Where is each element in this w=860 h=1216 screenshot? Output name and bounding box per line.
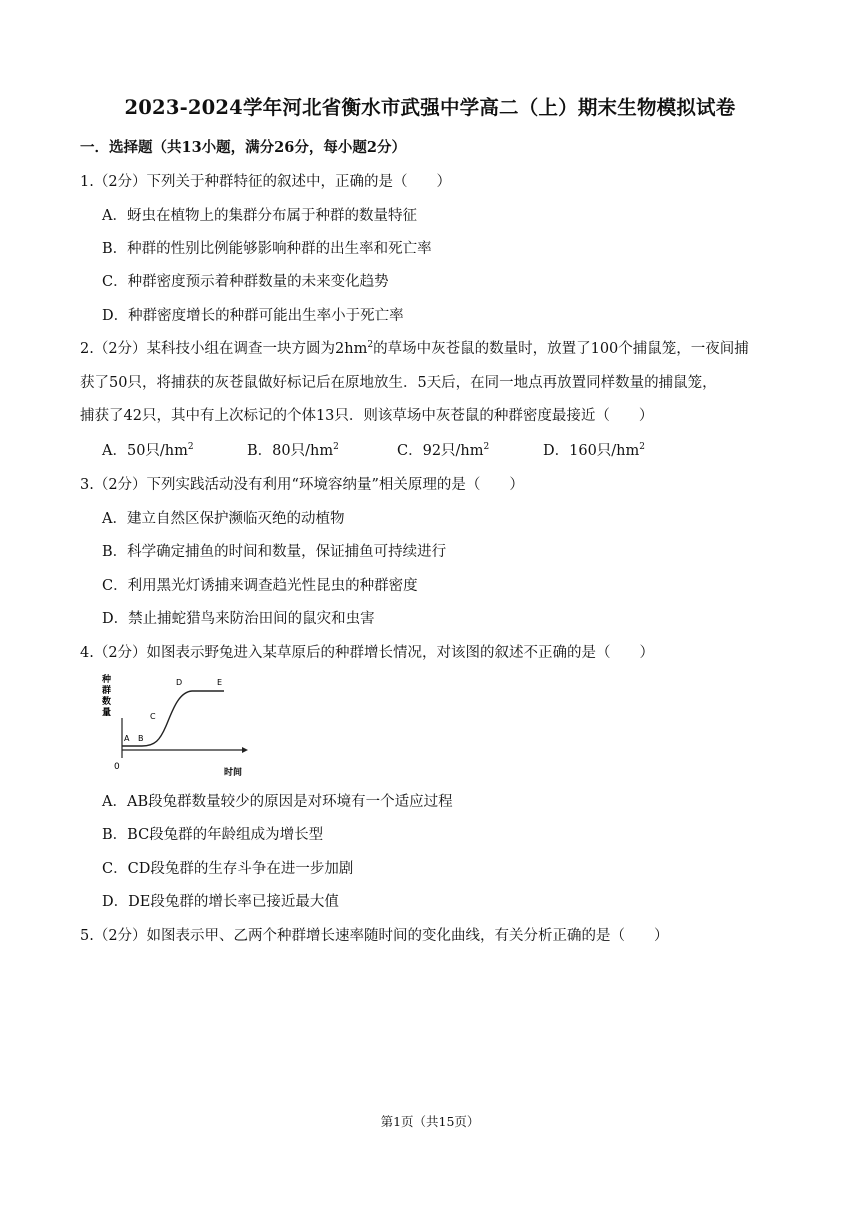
x-axis-label: 时间	[224, 768, 243, 778]
question-1-option-c: C．种群密度预示着种群数量的未来变化趋势	[102, 274, 389, 290]
question-3-option-a: A．建立自然区保护濒临灭绝的动植物	[102, 511, 345, 527]
x-axis-arrow	[242, 747, 248, 753]
point-label-c: C	[150, 712, 156, 721]
question-2-stem-part: 2.（2分）某科技小组在调查一块方圆为2hm	[80, 341, 368, 357]
question-1-stem: 1.（2分）下列关于种群特征的叙述中，正确的是（ ）	[80, 174, 452, 190]
question-2-stem-line-1	[80, 337, 749, 358]
origin-label: 0	[114, 762, 120, 772]
y-axis-label-char: 量	[102, 708, 112, 718]
point-label-d: D	[176, 678, 183, 687]
question-4-option-c: C．CD段兔群的生存斗争在进一步加剧	[102, 861, 354, 877]
question-4-stem: 4.（2分）如图表示野兔进入某草原后的种群增长情况，对该图的叙述不正确的是（ ）	[80, 645, 655, 661]
question-2-option-b: B．80只$/hm^2$	[247, 442, 339, 459]
section-heading: 一．选择题（共13小题，满分26分，每小题2分）	[80, 139, 406, 156]
question-1-option-b: B．种群的性别比例能够影响种群的出生率和死亡率	[102, 241, 432, 257]
question-3-stem: 3.（2分）下列实践活动没有利用“环境容纳量”相关原理的是（ ）	[80, 477, 524, 493]
question-2-stem-line-3: 捕获了42只，其中有上次标记的个体13只．则该草场中灰苍鼠的种群密度最接近（ ）	[80, 408, 654, 424]
question-2-stem-part: 的草场中灰苍鼠的数量时，放置了100个捕鼠笼，一夜间捕	[373, 341, 749, 357]
question-4-option-a: A．AB段兔群数量较少的原因是对环境有一个适应过程	[102, 794, 453, 810]
superscript: 2	[367, 340, 374, 350]
y-axis-label-char: 种	[102, 675, 112, 685]
question-2-stem-line-2: 获了50只，将捕获的灰苍鼠做好标记后在原地放生．5天后，在同一地点再放置同样数量的捕鼠笼，	[80, 375, 717, 391]
page-footer: 第1页（共15页）	[380, 1114, 480, 1129]
question-3-option-c: C．利用黑光灯诱捕来调查趋光性昆虫的种群密度	[102, 578, 418, 594]
question-1-option-d: D．种群密度增长的种群可能出生率小于死亡率	[102, 308, 404, 324]
y-axis-label-char: 群	[102, 686, 112, 696]
point-label-b: B	[138, 734, 144, 743]
question-2-option-d: D．160只$/hm^2$	[543, 442, 646, 459]
point-label-e: E	[217, 678, 223, 687]
page-title: 2023-2024学年河北省衡水市武强中学高二（上）期末生物模拟试卷	[124, 96, 736, 119]
question-5-stem: 5.（2分）如图表示甲、乙两个种群增长速率随时间的变化曲线，有关分析正确的是（ ）	[80, 928, 669, 944]
question-4-option-d: D．DE段兔群的增长率已接近最大值	[102, 894, 339, 910]
question-3-option-b: B．科学确定捕鱼的时间和数量，保证捕鱼可持续进行	[102, 544, 447, 560]
question-3-option-d: D．禁止捕蛇猎鸟来防治田间的鼠灾和虫害	[102, 611, 375, 627]
y-axis-label-char: 数	[102, 697, 112, 707]
question-2-option-c: C．92只$/hm^2$	[397, 442, 490, 459]
question-1-option-a: A．蚜虫在植物上的集群分布属于种群的数量特征	[102, 208, 417, 224]
question-2-option-a: A．50只$/hm^2$	[102, 442, 194, 459]
point-label-a: A	[124, 734, 130, 743]
question-4-option-b: B．BC段兔群的年龄组成为增长型	[102, 827, 324, 843]
population-growth-figure	[100, 670, 250, 780]
